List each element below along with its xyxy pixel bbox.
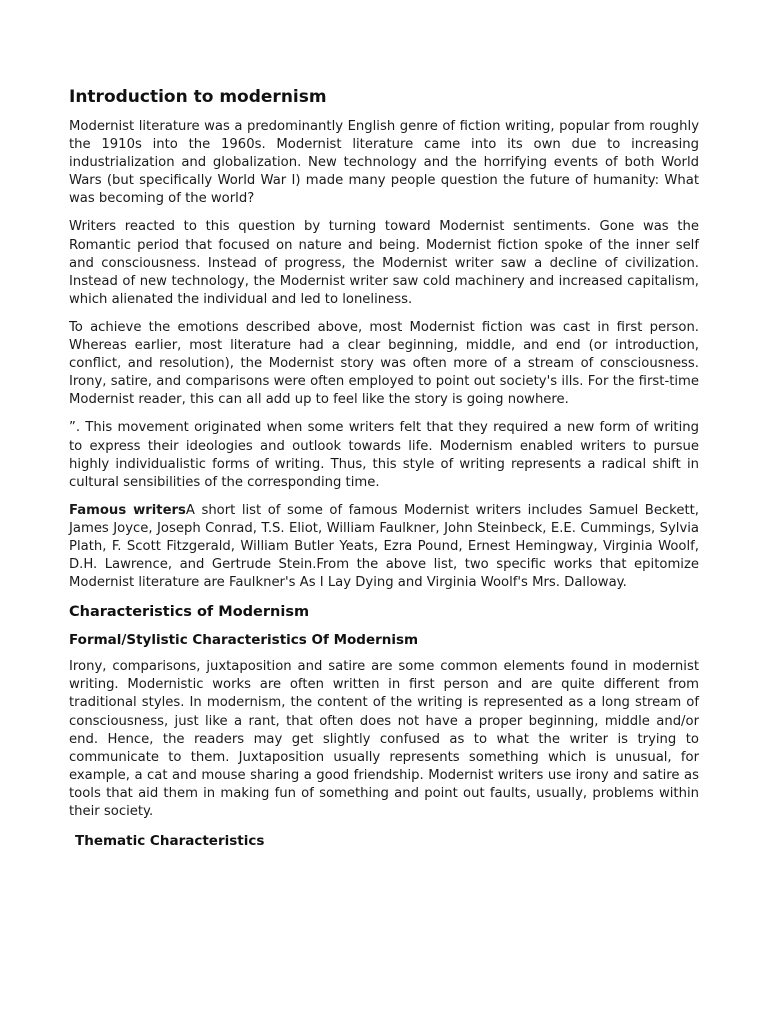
page-title: Introduction to modernism (69, 87, 327, 107)
document-content (69, 86, 699, 859)
thematic-characteristics-heading: Thematic Characteristics (75, 833, 265, 850)
intro-paragraph-4: ”. This movement originated when some writers felt that they required a new form of writing to express their ideologies and outlook towards life. Modernism enabled writers to pursue highly individualistic forms of writing. Thus, this style of writing represents a radical shift in cultural sensibilities of the corresponding time. (69, 420, 699, 490)
characteristics-heading: Characteristics of Modernism (69, 604, 310, 621)
famous-writers-paragraph (69, 502, 699, 592)
formal-characteristics-heading: Formal/Stylistic Characteristics Of Modernism (69, 632, 419, 649)
famous-writers-label: Famous writers (69, 502, 186, 518)
formal-characteristics-paragraph: Irony, comparisons, juxtaposition and satire are some common elements found in modernist writing. Modernistic works are often written in first person and are quite different from traditional styles. In modernism, the content of the writing is represented as a long stream of consciousness, just like a rant, that often does not have a proper beginning, middle and/or end. Hence, the readers may get slightly confused as to what the writer is trying to communicate to them. Juxtaposition usually represents something which is unusual, for example, a cat and mouse sharing a good friendship. Modernist writers use irony and satire as tools that aid them in making fun of something and point out faults, usually, problems within their society. (69, 659, 699, 819)
intro-paragraph-3: To achieve the emotions described above, most Modernist fiction was cast in first person. Whereas earlier, most literature had a clear beginning, middle, and end (or introduction, conflict, and resolution), the Modernist story was often more of a stream of consciousness. Irony, satire, and comparisons were often employed to point out society's ills. For the first-time Modernist reader, this can all add up to feel like the story is going nowhere. (69, 319, 699, 408)
intro-paragraph-2: Writers reacted to this question by turning toward Modernist sentiments. Gone was the Romantic period that focused on nature and being. Modernist fiction spoke of the inner self and consciousness. Instead of progress, the Modernist writer saw a decline of civilization. Instead of new technology, the Modernist writer saw cold machinery and increased capitalism, which alienated the individual and led to loneliness. (69, 219, 699, 307)
famous-writers-text: A short list of some of famous Modernist writers includes Samuel Beckett, James Joyce, Joseph Conrad, T.S. Eliot, William Faulkner, John Steinbeck, E.E. Cummings, Sylvia Plath, F. Scott Fitzgerald, William Butler Yeats, Ezra Pound, Ernest Hemingway, Virginia Woolf, D.H. Lawrence, and Gertrude Stein.From the above list, two specific works that epitomize Modernist literature are Faulkner's As I Lay Dying and Virginia Woolf's Mrs. Dalloway. (69, 502, 699, 591)
intro-paragraph-1: Modernist literature was a predominantly English genre of fiction writing, popular from roughly the 1910s into the 1960s. Modernist literature came into its own due to increasing industrialization and globalization. New technology and the horrifying events of both World Wars (but specifically World War I) made many people question the future of humanity: What was becoming of the world? (69, 119, 699, 207)
